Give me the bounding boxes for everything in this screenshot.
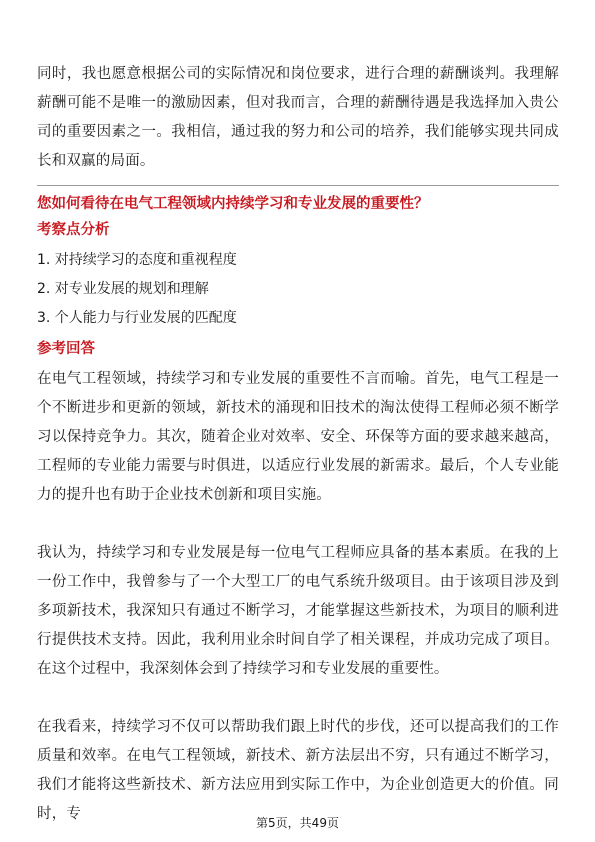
question-title: 您如何看待在电气工程领域内持续学习和专业发展的重要性？ — [37, 196, 429, 212]
answer-paragraph: 在我看来，持续学习不仅可以帮助我们跟上时代的步伐，还可以提高我们的工作质量和效率。在电气工程领域，新技术、新方法层出不穷，只有通过不断学习，我们才能将这些新技术、新方法应用到实际工作中，为企业创造更大的价值。同时，专 — [37, 719, 559, 822]
document-page — [37, 60, 559, 829]
section-divider — [37, 185, 559, 186]
analysis-points-list — [37, 246, 559, 333]
analysis-heading: 考察点分析 — [37, 222, 110, 238]
answer-paragraph: 在电气工程领域，持续学习和专业发展的重要性不言而喻。首先，电气工程是一个不断进步和更新的领域，新技术的涌现和旧技术的淘汰使得工程师必须不断学习以保持竞争力。其次，随着企业对效率、安全、环保等方面的要求越来越高，工程师的专业能力需要与时俱进，以适应行业发展的新需求。最后，个人专业能力的提升也有助于企业技术创新和项目实施。 — [37, 371, 559, 503]
answer-heading: 参考回答 — [37, 341, 95, 357]
answer-body — [37, 365, 559, 829]
analysis-point: 1. 对持续学习的态度和重视程度 — [37, 252, 237, 268]
analysis-point: 3. 个人能力与行业发展的匹配度 — [37, 310, 237, 326]
page-footer: 第5页，共49页 — [256, 816, 339, 830]
answer-paragraph: 我认为，持续学习和专业发展是每一位电气工程师应具备的基本素质。在我的上一份工作中，我曾参与了一个大型工厂的电气系统升级项目。由于该项目涉及到多项新技术，我深知只有通过不断学习，才能掌握这些新技术，为项目的顺利进行提供技术支持。因此，我利用业余时间自学了相关课程，并成功完成了项目。在这个过程中，我深刻体会到了持续学习和专业发展的重要性。 — [37, 545, 559, 677]
analysis-point: 2. 对专业发展的规划和理解 — [37, 281, 209, 297]
intro-paragraph: 同时，我也愿意根据公司的实际情况和岗位要求，进行合理的薪酬谈判。我理解薪酬可能不是唯一的激励因素，但对我而言，合理的薪酬待遇是我选择加入贵公司的重要因素之一。我相信，通过我的努力和公司的培养，我们能够实现共同成长和双赢的局面。 — [37, 66, 559, 169]
